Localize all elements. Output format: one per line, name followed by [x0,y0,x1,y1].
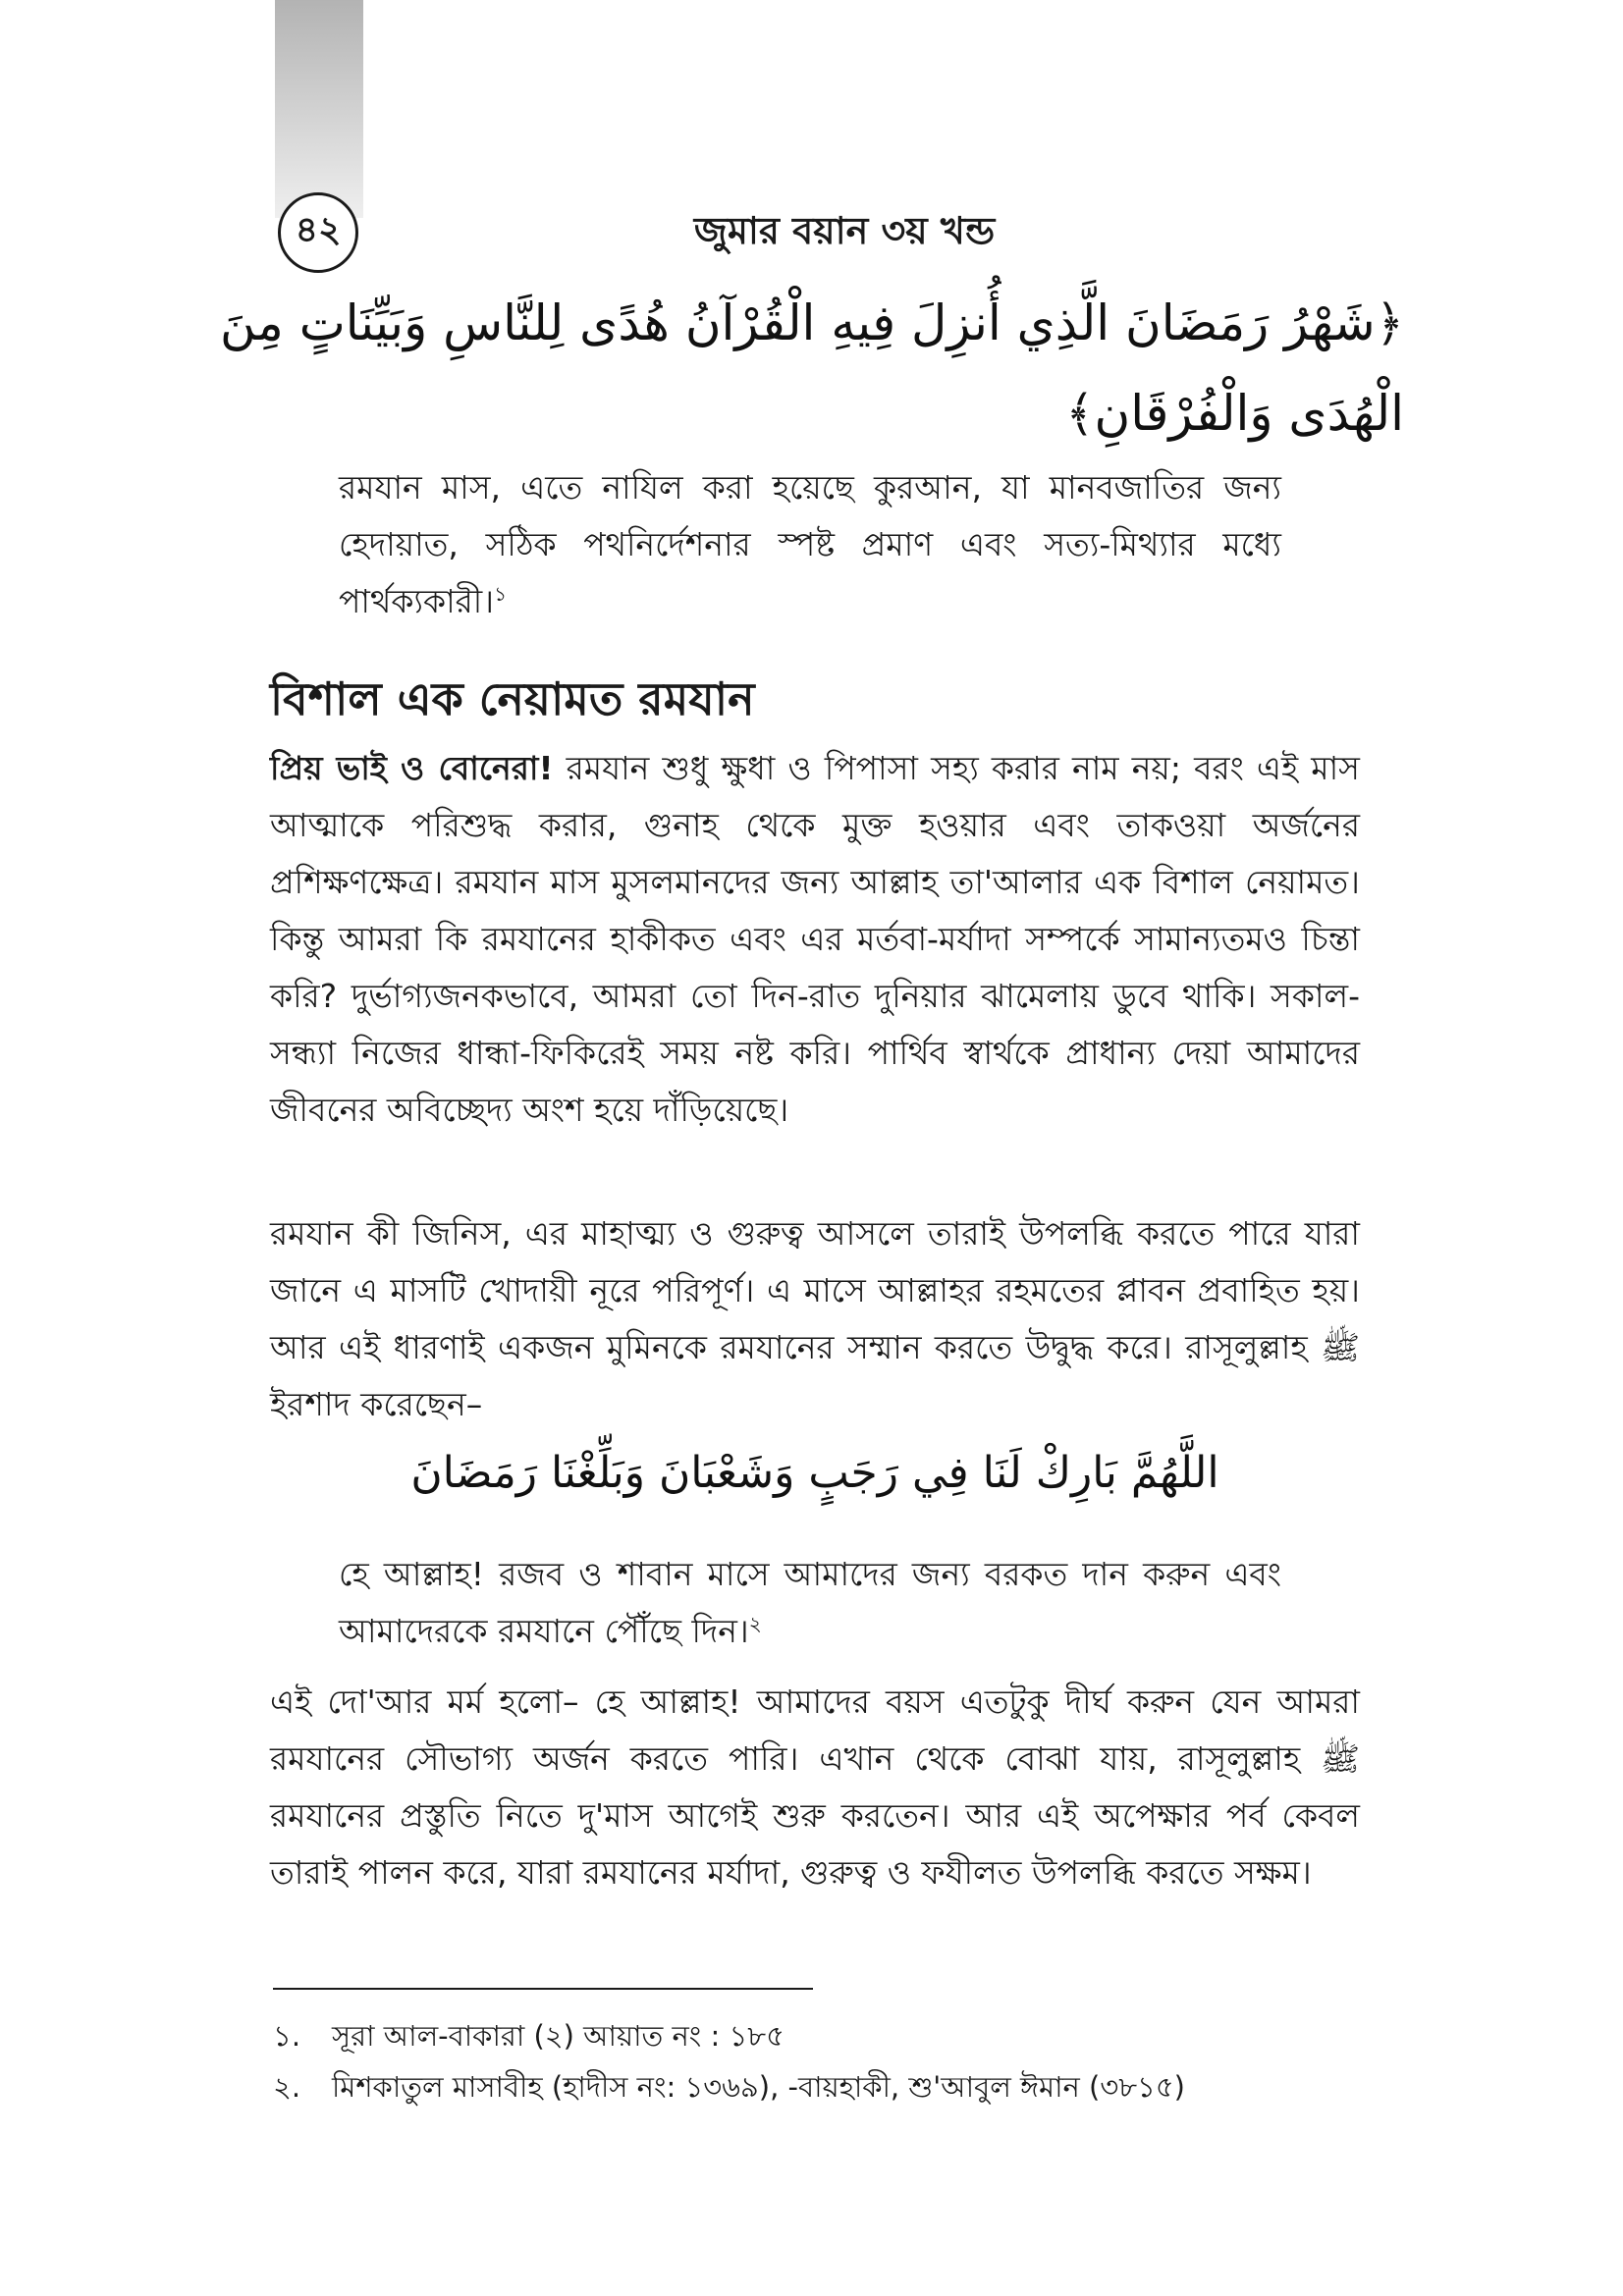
footnote-item [273,2010,1353,2061]
quran-verse-line-2: الْهُدَى وَالْفُرْقَانِ﴾ [1065,385,1404,442]
verse-translation-text: রমযান মাস, এতে নাযিল করা হয়েছে কুরআন, যা মানবজাতির জন্য হেদায়াত, সঠিক পথনির্দেশনার স্পষ্ট প্রমাণ এবং সত্য-মিথ্যার মধ্যে পার্থক্যকারী। [339,468,1281,620]
footnote-divider [273,1988,813,1990]
footnotes [273,2010,1353,2112]
page-number: ৪২ [278,192,358,273]
section-heading: বিশাল এক নেয়ামত রমযান [270,672,755,725]
paragraph-3: এই দো'আর মর্ম হলো– হে আল্লাহ! আমাদের বয়স এতটুকু দীর্ঘ করুন যেন আমরা রমযানের সৌভাগ্য অর্জন করতে পারি। এখান থেকে বোঝা যায়, রাসূলুল্লাহ ﷺ রমযানের প্রস্তুতি নিতে দু'মাস আগেই শুরু করতেন। আর এই অপেক্ষার পর্ব কেবল তারাই পালন করে, যারা রমযানের মর্যাদা, গুরুত্ব ও ফযীলত উপলব্ধি করতে সক্ষম। [270,1682,1360,1892]
verse-translation [339,459,1281,630]
running-title: জুমার বয়ান ৩য় খন্ড [693,209,996,252]
paragraph-1-lead: প্রিয় ভাই ও বোনেরা! [270,749,554,787]
paragraph-2: রমযান কী জিনিস, এর মাহাত্ম্য ও গুরুত্ব আসলে তারাই উপলব্ধি করতে পারে যারা জানে এ মাসটি খোদায়ী নূরে পরিপূর্ণ। এ মাসে আল্লাহর রহমতের প্লাবন প্রবাহিত হয়। আর এই ধারণাই একজন মুমিনকে রমযানের সম্মান করতে উদ্বুদ্ধ করে। রাসূলুল্লাহ ﷺ ইরশাদ করেছেন– [270,1214,1360,1423]
paragraph-1-text: রমযান শুধু ক্ষুধা ও পিপাসা সহ্য করার নাম নয়; বরং এই মাস আত্মাকে পরিশুদ্ধ করার, গুনাহ থেকে মুক্ত হওয়ার এবং তাকওয়া অর্জনের প্রশিক্ষণক্ষেত্র। রমযান মাস মুসলমানদের জন্য আল্লাহ তা'আলার এক বিশাল নেয়ামত। কিন্তু আমরা কি রমযানের হাকীকত এবং এর মর্তবা-মর্যাদা সম্পর্কে সামান্যতমও চিন্তা করি? দুর্ভাগ্যজনকভাবে, আমরা তো দিন-রাত দুনিয়ার ঝামেলায় ডুবে থাকি। সকাল-সন্ধ্যা নিজের ধান্ধা-ফিকিরেই সময় নষ্ট করি। পার্থিব স্বার্থকে প্রাধান্য দেয়া আমাদের জীবনের অবিচ্ছেদ্য অংশ হয়ে দাঁড়িয়েছে। [270,749,1360,1129]
dua-translation [339,1546,1281,1660]
footnote-item [273,2061,1353,2112]
paragraph-1 [270,740,1360,1139]
page-edge-tab [275,0,363,218]
footnote-ref-2[interactable]: ২ [748,1612,762,1635]
dua-arabic: اللَّهُمَّ بَارِكْ لَنَا فِي رَجَبٍ وَشَعْبَانَ وَبَلِّغْنَا رَمَضَانَ [410,1448,1219,1498]
quran-verse-line-1: ﴿شَهْرُ رَمَضَانَ الَّذِي أُنزِلَ فِيهِ الْقُرْآنُ هُدًى لِلنَّاسِ وَبَيِّنَاتٍ مِنَ [219,294,1404,351]
dua-translation-text: হে আল্লাহ! রজব ও শাবান মাসে আমাদের জন্য বরকত দান করুন এবং আমাদেরকে রমযানে পৌঁছে দিন। [339,1555,1281,1650]
footnote-ref-1[interactable]: ১ [494,582,508,606]
footnote-text: সূরা আল-বাকারা (২) আয়াত নং : ১৮৫ [332,2019,784,2053]
footnote-text: মিশকাতুল মাসাবীহ (হাদীস নং: ১৩৬৯), -বায়হাকী, শু'আবুল ঈমান (৩৮১৫) [332,2070,1185,2104]
footnote-number: ২. [273,2070,301,2104]
footnote-number: ১. [273,2019,301,2053]
